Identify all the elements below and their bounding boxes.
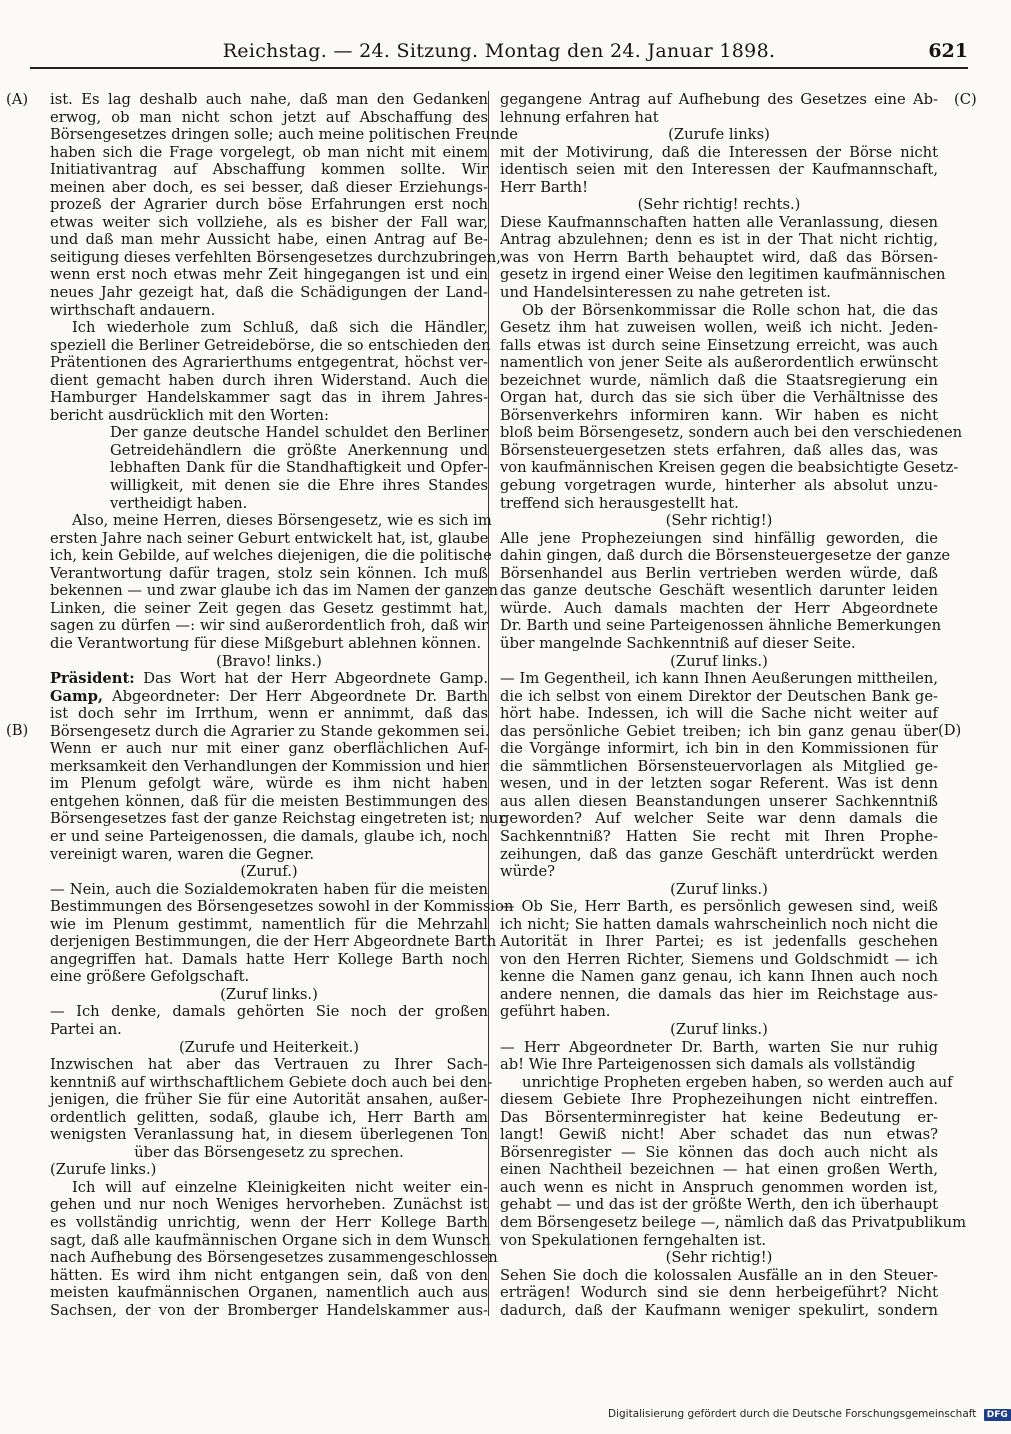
text-line: lehnung erfahren hat xyxy=(500,108,659,126)
text-line: bezeichnet wurde, nämlich daß die Staatsregierung ein xyxy=(500,371,938,389)
text-line: falls etwas ist durch seine Einsetzung erreicht, was auch xyxy=(500,336,938,354)
text-line: bericht ausdrücklich mit den Worten: xyxy=(50,406,329,424)
text-line: jenigen, die früher Sie für eine Autorität ansahen, außer- xyxy=(50,1091,488,1109)
text-line: über das Börsengesetz zu sprechen. xyxy=(134,1143,404,1161)
text-line: vereinigt waren, waren die Gegner. xyxy=(50,845,315,863)
text-line: nach Aufhebung des Börsengesetzes zusammengeschlossen xyxy=(50,1249,498,1267)
text-line: (Sehr richtig!) xyxy=(665,512,773,530)
text-line: (Zurufe und Heiterkeit.) xyxy=(178,1038,360,1056)
text-line: (Zurufe links) xyxy=(668,126,770,144)
text-line: Börsenregister — Sie können das doch auch nicht als xyxy=(500,1143,938,1161)
text-line: treffend sich herausgestellt hat. xyxy=(500,494,739,512)
text-line: würde. Auch damals machten der Herr Abgeordnete xyxy=(500,599,938,617)
text-line: meisten kaufmännischen Organen, namentlich auch aus xyxy=(50,1284,488,1302)
text-line: Linken, die seiner Zeit gegen das Gesetz gestimmt hat, xyxy=(50,599,488,617)
text-line: dem Börsengesetz beilege —, nämlich daß das Privatpublikum xyxy=(500,1214,967,1231)
text-line: willigkeit, mit denen sie die Ehre ihres Standes xyxy=(110,477,488,495)
text-line: Gesetz ihm hat zuweisen wollen, weiß ich nicht. Jeden- xyxy=(500,319,938,337)
text-line: Organ hat, durch das sie sich über die Verhältnisse des xyxy=(500,389,938,407)
text-line: (Sehr richtig! rechts.) xyxy=(637,196,801,214)
text-line: angegriffen hat. Damals hatte Herr Kollege Barth noch xyxy=(50,950,488,968)
text-line: dahin gingen, daß durch die Börsensteuergesetze der ganze xyxy=(500,547,951,565)
text-line: Ich will auf einzelne Kleinigkeiten nicht weiter ein- xyxy=(72,1178,488,1196)
text-line: ich nicht; Sie hatten damals wahrscheinlich noch nicht die xyxy=(500,915,938,933)
text-line: Börsenverkehrs informiren kann. Wir haben es nicht xyxy=(500,406,938,424)
header-rule xyxy=(30,67,968,69)
text-line: und daß man mehr Aussicht habe, einen Antrag auf Be- xyxy=(50,231,488,249)
text-line: Diese Kaufmannschaften hatten alle Veranlassung, diesen xyxy=(500,213,938,231)
text-line: wirthschaft andauern. xyxy=(50,301,216,319)
text-line: gehen und nur noch Weniges hervorheben. Zunächst ist xyxy=(50,1196,488,1214)
text-line: Antrag abzulehnen; denn es ist in der That nicht richtig, xyxy=(500,231,938,249)
text-line: haben sich die Frage vorgelegt, ob man nicht mit einem xyxy=(50,143,488,161)
text-line: langt! Gewiß nicht! Aber schadet das nun etwas? xyxy=(500,1126,938,1144)
text-line: Börsensteuergesetzen stets erfahren, daß alles das, was xyxy=(500,441,938,459)
text-line: dient gemacht haben durch ihren Widerstand. Auch die xyxy=(50,371,488,389)
text-line: Präsident: Das Wort hat der Herr Abgeordnete Gamp. xyxy=(50,670,488,688)
text-line: die sämmtlichen Börsensteuervorlagen als Mitglied ge- xyxy=(500,757,938,775)
text-line: bloß beim Börsengesetz, sondern auch bei den verschiedenen xyxy=(500,424,963,442)
text-line: aus allen diesen Beanstandungen unserer Sachkenntniß xyxy=(500,792,938,810)
text-line: Hamburger Handelskammer sagt das in ihrem Jahres- xyxy=(50,389,488,407)
text-line: gegangene Antrag auf Aufhebung des Gesetzes eine Ab- xyxy=(500,91,938,108)
text-line: geführt haben. xyxy=(500,1003,611,1021)
left-column xyxy=(50,91,518,1319)
speaker-name: Gamp, xyxy=(50,687,103,705)
footer-credit: Digitalisierung gefördert durch die Deutsche Forschungsgemeinschaft xyxy=(608,1408,977,1420)
text-line: (Bravo! links.) xyxy=(216,652,322,670)
text-line: Gamp, Abgeordneter: Der Herr Abgeordnete Dr. Barth xyxy=(50,687,488,705)
margin-marker-c: (C) xyxy=(954,91,977,108)
dfg-logo: DFG xyxy=(984,1409,1011,1421)
text-line: meinen aber doch, es sei besser, daß dieser Erziehungs- xyxy=(50,178,488,196)
text-line: bekennen — und zwar glaube ich das im Namen der ganzen xyxy=(50,582,498,600)
text-line: wie im Plenum gestimmt, namentlich für die Mehrzahl xyxy=(50,915,488,933)
text-line: ab! Wie Ihre Parteigenossen sich damals als vollständig xyxy=(500,1056,916,1074)
text-line: diesem Gebiete Ihre Prophezeihungen nicht eintreffen. xyxy=(500,1091,938,1109)
text-line: ersten Jahre nach seiner Geburt entwickelt hat, ist, glaube xyxy=(50,529,489,547)
text-line: Partei an. xyxy=(50,1020,122,1038)
text-line: geworden? Auf welcher Seite war denn damals die xyxy=(500,810,938,828)
text-line: ist doch sehr im Irrthum, wenn er annimmt, daß das xyxy=(50,705,488,723)
text-line: im Plenum gefolgt wäre, würde es ihm nicht haben xyxy=(50,775,488,793)
text-line: (Zuruf.) xyxy=(240,863,298,881)
text-line: Getreidehändlern die größte Anerkennung und xyxy=(110,441,488,459)
text-line: wesen, und in der letzten sogar Referent. Was ist denn xyxy=(500,775,938,793)
text-line: derjenigen Bestimmungen, die der Herr Abgeordnete Barth xyxy=(50,933,497,951)
text-line: die Vorgänge informirt, ich bin in den Kommissionen für xyxy=(500,740,938,758)
text-line: Sachkenntniß? Hatten Sie recht mit Ihren Prophe- xyxy=(500,827,938,845)
text-line: erträgen! Wodurch sind sie denn herbeigeführt? Nicht xyxy=(500,1284,938,1302)
text-line: Alle jene Prophezeiungen sind hinfällig geworden, die xyxy=(500,529,938,547)
text-line: Herr Barth! xyxy=(500,178,589,196)
text-line: Ich wiederhole zum Schluß, daß sich die Händler, xyxy=(72,319,488,337)
margin-marker-d: (D) xyxy=(938,722,962,739)
text-line: kenntniß auf wirthschaftlichem Gebiete doch auch bei den- xyxy=(50,1073,493,1091)
text-line: Wenn er auch nur mit einer ganz oberflächlichen Auf- xyxy=(50,740,488,758)
text-line: Sachsen, der von der Bromberger Handelskammer aus- xyxy=(50,1301,488,1319)
text-line: das persönliche Gebiet treiben; ich bin ganz genau über xyxy=(500,722,938,740)
text-line: die Verantwortung für diese Mißgeburt ablehnen können. xyxy=(50,634,482,652)
text-line: namentlich von jener Seite als außerordentlich erwünscht xyxy=(500,354,938,372)
text-line: lebhaften Dank für die Standhaftigkeit und Opfer- xyxy=(110,459,488,477)
text-line: ordentlich gelitten, sodaß, glaube ich, Herr Barth am xyxy=(50,1108,488,1126)
text-line: etwas weiter sich vollziehe, als es bisher der Fall war, xyxy=(50,213,488,231)
text-line: Börsengesetzes dringen solle; auch meine politischen Freunde xyxy=(50,126,518,144)
text-line: das ganze deutsche Geschäft wesentlich darunter leiden xyxy=(500,582,938,600)
text-line: ich, kein Gebilde, auf welches diejenigen, die die politische xyxy=(50,547,492,565)
text-line: zeihungen, daß das ganze Geschäft unterdrückt werden xyxy=(500,845,938,863)
footer xyxy=(608,1408,1011,1421)
text-line: auch wenn es nicht in Anspruch genommen worden ist, xyxy=(500,1178,938,1196)
text-line: über mangelnde Sachkenntniß auf dieser Seite. xyxy=(500,634,856,652)
text-line: (Zuruf links.) xyxy=(670,1020,768,1038)
running-title: Reichstag. — 24. Sitzung. Montag den 24. Januar 1898. xyxy=(222,40,776,62)
text-line: Der ganze deutsche Handel schuldet den Berliner xyxy=(110,424,488,442)
text-line: Börsengesetz durch die Agrarier zu Stande gekommen sei. xyxy=(50,722,490,740)
text-line: speziell die Berliner Getreidebörse, die so entschieden den xyxy=(50,336,491,354)
right-column xyxy=(500,91,967,1319)
text-line: (Zurufe links.) xyxy=(50,1161,157,1179)
text-line: (Zuruf links.) xyxy=(670,652,768,670)
text-line: Börsengesetzes fast der ganze Reichstag eingetreten ist; nur xyxy=(50,810,506,828)
text-line: gesetz in irgend einer Weise den legitimen kaufmännischen xyxy=(500,266,946,284)
text-line: Dr. Barth und seine Parteigenossen ähnliche Bemerkungen xyxy=(500,617,942,635)
text-line: — Herr Abgeordneter Dr. Barth, warten Sie nur ruhig xyxy=(500,1038,938,1056)
text-line: entgehen können, daß für die meisten Bestimmungen des xyxy=(50,792,488,810)
text-line: andere nennen, die damals das hier im Reichstage aus- xyxy=(500,985,938,1003)
text-line: — Ich denke, damals gehörten Sie noch der großen xyxy=(50,1003,488,1021)
column-divider xyxy=(488,91,489,1316)
text-line: sagen zu dürfen —: wir sind außerordentlich froh, daß wir xyxy=(50,617,488,635)
text-line: — Im Gegentheil, ich kann Ihnen Aeußerungen mittheilen, xyxy=(500,670,938,688)
text-line: gehabt — und das ist der größte Werth, den ich überhaupt xyxy=(500,1196,938,1214)
text-line: (Sehr richtig!) xyxy=(665,1249,773,1267)
text-line: Ob der Börsenkommissar die Rolle schon hat, die das xyxy=(522,301,938,319)
text-line: mit der Motivirung, daß die Interessen der Börse nicht xyxy=(500,143,938,161)
margin-marker-b: (B) xyxy=(6,722,29,739)
text-line: die ich selbst von einem Direktor der Deutschen Bank ge- xyxy=(500,687,938,705)
text-line: wenn erst noch etwas mehr Zeit hingegangen ist und ein xyxy=(50,266,488,284)
text-line: und Handelsinteressen zu nahe getreten ist. xyxy=(500,284,831,302)
text-line: erwog, ob man nicht schon jetzt auf Abschaffung des xyxy=(50,108,488,126)
speaker-name: Präsident: xyxy=(50,670,135,688)
page-number: 621 xyxy=(928,40,968,62)
text-line: was von Herrn Barth behauptet wird, daß das Börsen- xyxy=(500,248,938,266)
text-line: Bestimmungen des Börsengesetzes sowohl in der Kommission xyxy=(50,898,514,916)
text-line: eine größere Gefolgschaft. xyxy=(50,968,250,986)
text-line: kenne die Namen ganz genau, ich kann Ihnen auch noch xyxy=(500,968,938,986)
text-line: seitigung dieses verfehlten Börsengesetzes durchzubringen, xyxy=(50,248,501,266)
text-line: Inzwischen hat aber das Vertrauen zu Ihrer Sach- xyxy=(50,1056,488,1074)
text-line: Börsenhandel aus Berlin vertrieben werden würde, daß xyxy=(500,564,938,582)
text-line: gebung vorgetragen wurde, hinterher als absolut unzu- xyxy=(500,477,938,495)
text-line: Initiativantrag auf Abschaffung kommen sollte. Wir xyxy=(50,161,488,179)
text-line: dadurch, daß der Kaufmann weniger spekulirt, sondern xyxy=(500,1301,938,1319)
text-line: hört habe. Indessen, ich will die Sache nicht weiter auf xyxy=(500,705,938,723)
text-line: — Ob Sie, Herr Barth, es persönlich gewesen sind, weiß xyxy=(500,898,938,916)
text-line: vertheidigt haben. xyxy=(110,494,248,512)
text-line: Also, meine Herren, dieses Börsengesetz, wie es sich im xyxy=(72,512,492,530)
text-line: Prätentionen des Agrarierthums entgegentrat, höchst ver- xyxy=(50,354,488,372)
text-line: würde? xyxy=(500,863,556,881)
text-line: — Nein, auch die Sozialdemokraten haben für die meisten xyxy=(50,880,488,898)
margin-marker-a: (A) xyxy=(6,91,29,108)
text-line: er und seine Parteigenossen, die damals, glaube ich, noch xyxy=(50,827,488,845)
text-line: prozeß der Agrarier durch böse Erfahrungen erst noch xyxy=(50,196,488,214)
text-line: sagt, daß alle kaufmännischen Organe sich in dem Wunsch xyxy=(50,1231,491,1249)
text-line: Autorität in Ihrer Partei; es ist jedenfalls geschehen xyxy=(500,933,938,951)
text-line: ist. Es lag deshalb auch nahe, daß man den Gedanken xyxy=(50,91,488,108)
text-line: von kaufmännischen Kreisen gegen die beabsichtigte Gesetz- xyxy=(500,459,959,477)
text-line: von den Herren Richter, Siemens und Goldschmidt — ich xyxy=(500,950,938,968)
text-line: einen Nachtheil bezeichnen — hat einen großen Werth, xyxy=(500,1161,938,1179)
text-line: es vollständig unrichtig, wenn der Herr Kollege Barth xyxy=(50,1214,488,1231)
text-line: Verantwortung dafür tragen, stolz sein können. Ich muß xyxy=(50,564,488,582)
text-line: Das Börsenterminregister hat keine Bedeutung er- xyxy=(500,1108,938,1126)
text-line: merksamkeit den Verhandlungen der Kommission und hier xyxy=(50,757,490,775)
text-line: unrichtige Propheten ergeben haben, so werden auch auf xyxy=(522,1073,953,1091)
text-line: von Spekulationen ferngehalten ist. xyxy=(500,1231,767,1249)
text-line: hätten. Es wird ihm nicht entgangen sein, daß von den xyxy=(50,1266,488,1284)
text-line: wenigsten Veranlassung hat, in diesem überlegenen Ton xyxy=(50,1126,488,1144)
text-line: Sehen Sie doch die kolossalen Ausfälle an in den Steuer- xyxy=(500,1266,938,1284)
text-line: (Zuruf links.) xyxy=(670,880,768,898)
text-line: neues Jahr gezeigt hat, daß die Schädigungen der Land- xyxy=(50,284,488,302)
text-line: (Zuruf links.) xyxy=(220,985,318,1003)
text-line: identisch seien mit den Interessen der Kaufmannschaft, xyxy=(500,161,938,179)
